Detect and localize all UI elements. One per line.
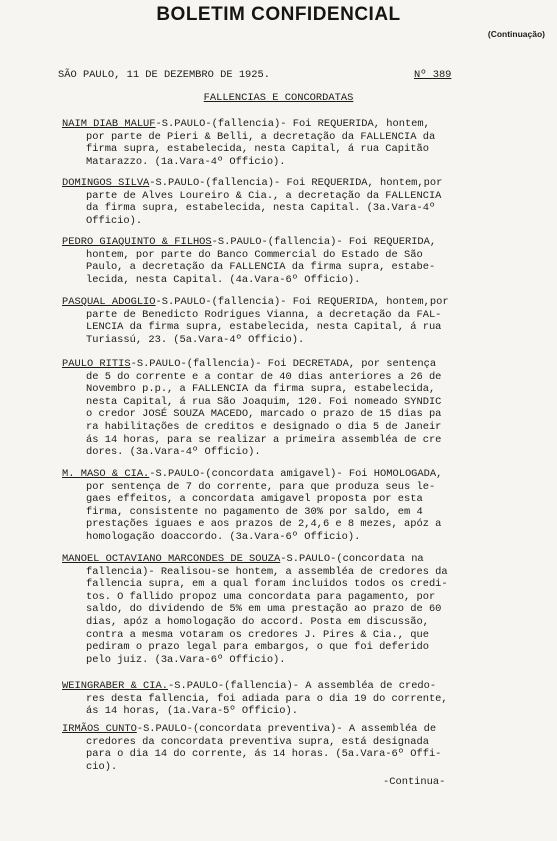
entry-name: NAIM DIAB MALUF: [62, 118, 156, 130]
entry-first-line: [62, 236, 436, 249]
entry-first-text: -S.PAULO-(fallencia)- Foi REQUERIDA, hontem,: [155, 118, 430, 130]
entry-line: dores. (3a.Vara-4º Officio).: [86, 446, 261, 459]
entry-name: IRMÃOS CUNTO: [62, 723, 137, 735]
entry-name: WEINGRABER & CIA.: [62, 680, 169, 692]
entry-line: ra habilitações de creditos e designado o dia 5 de Janeir: [86, 420, 442, 433]
bulletin-number: [414, 69, 451, 82]
entry-block: [62, 723, 441, 773]
entry-line: pelo juiz. (3a.Vara-6º Officio).: [86, 653, 286, 666]
entry-line: ás 14 horas, para se realizar a primeira assembléa de cre: [86, 433, 442, 446]
entry-line: o credor JOSÉ SOUZA MACEDO, marcado o prazo de 15 dias pa: [86, 408, 442, 421]
entry-name: DOMINGOS SILVA: [62, 177, 150, 189]
dateline: SÃO PAULO, 11 DE DEZEMBRO DE 1925.: [58, 69, 271, 81]
entry-block: [62, 118, 435, 168]
entry-line: dias, apóz a homologação do accord. Posta em discussão,: [86, 615, 429, 628]
entry-first-text: -S.PAULO-(concordata amigavel)- Foi HOMOLOGADA,: [149, 468, 443, 480]
entry-block: [62, 553, 448, 666]
continue-footer: -Continua-: [383, 776, 446, 788]
section-title: [0, 92, 557, 105]
entry-block: [62, 177, 442, 227]
entry-line: lecida, nesta Capital. (4a.Vara-6º Officio).: [86, 273, 361, 286]
entry-line: ás 14 horas, (1a.Vara-5º Officio).: [86, 705, 299, 718]
entry-line: saldo, do dividendo de 5% em uma prestação ao prazo de 60: [86, 603, 442, 616]
entry-block: [62, 358, 441, 459]
entry-line: firma, consistente no pagamento de 30% por saldo, em 4: [86, 505, 423, 518]
entry-line: cio).: [86, 760, 118, 773]
entry-first-line: [62, 177, 442, 190]
entry-line: Novembro p.p., a FALLENCIA da firma supra, estabelecida,: [86, 383, 436, 396]
entry-first-line: [62, 358, 441, 371]
entry-first-line: [62, 553, 448, 566]
entry-line: credores da concordata preventiva supra, está designada: [86, 735, 429, 748]
entry-first-text: -S.PAULO-(fallencia)- Foi DECRETADA, por sentença: [130, 358, 437, 370]
entry-line: gaes effeitos, a concordata amigavel proposta por esta: [86, 493, 423, 506]
entry-block: [62, 296, 449, 346]
entry-name: PEDRO GIAQUINTO & FILHOS: [62, 236, 212, 248]
entry-line: de 5 do corrente e a contar de 40 dias anteriores a 26 de: [86, 370, 442, 383]
entry-line: Matarazzo. (1a.Vara-4º Officio).: [86, 155, 286, 168]
entry-first-line: [62, 468, 442, 481]
entry-name: M. MASO & CIA.: [62, 468, 150, 480]
entry-first-text: -S.PAULO-(fallencia)- Foi REQUERIDA, hontem,por: [155, 296, 449, 308]
entry-first-line: [62, 296, 449, 309]
bulletin-number-text: Nº 389: [414, 69, 452, 81]
entry-line: Paulo, a decretação da FALLENCIA da firma supra, estabe-: [86, 261, 436, 274]
entry-line: firma supra, estabelecida, nesta Capital, á rua Capitão: [86, 143, 429, 156]
entry-name: PASQUAL ADOGLIO: [62, 296, 156, 308]
entry-first-text: -S.PAULO-(concordata na: [280, 553, 424, 565]
entry-line: fallencia)- Realisou-se hontem, a assembléa de credores da: [86, 565, 448, 578]
entry-name: MANOEL OCTAVIANO MARCONDES DE SOUZA: [62, 553, 281, 565]
entry-block: [62, 468, 442, 544]
entry-line: para o dia 14 do corrente, ás 14 horas. (5a.Vara-6º Offi-: [86, 748, 442, 761]
entry-first-text: -S.PAULO-(fallencia)- A assembléa de credo-: [168, 680, 437, 692]
entry-first-text: -S.PAULO-(concordata preventiva)- A assembléa de: [136, 723, 437, 735]
continuation-label: (Continuação): [487, 29, 545, 39]
entry-first-text: -S.PAULO-(fallencia)- Foi REQUERIDA, hontem,por: [149, 177, 443, 189]
entry-first-text: -S.PAULO-(fallencia)- Foi REQUERIDA,: [211, 236, 437, 248]
entry-line: contra a mesma votaram os credores J. Pires & Cia., que: [86, 628, 429, 641]
entry-first-line: [62, 680, 448, 693]
entry-line: homologação doaccordo. (3a.Vara-6º Officio).: [86, 530, 361, 543]
section-title-text: FALLENCIAS E CONCORDATAS: [203, 92, 354, 104]
entry-line: parte de Alves Loureiro & Cia., a decretação da FALLENCIA: [86, 189, 442, 202]
entry-line: prestações iguaes e aos prazos de 2,4,6 e 8 mezes, apóz a: [86, 518, 442, 531]
entry-line: fallencia supra, em a qual foram incluidos todos os credi-: [86, 578, 448, 591]
entry-line: por parte de Pieri & Belli, a decretação da FALLENCIA da: [86, 130, 436, 143]
entry-line: Turiassú, 23. (5a.Vara-4º Officio).: [86, 333, 305, 346]
entry-line: tos. O fallido propoz uma concordata para pagamento, por: [86, 590, 436, 603]
entry-line: nesta Capital, á rua São Joaquim, 120. Foi nomeado SYNDIC: [86, 395, 442, 408]
entry-first-line: [62, 118, 435, 131]
entry-line: pediram o prazo legal para embargos, o que foi deferido: [86, 641, 429, 654]
entry-block: [62, 680, 448, 718]
document-title: BOLETIM CONFIDENCIAL: [156, 4, 401, 25]
entry-name: PAULO RITIS: [62, 358, 131, 370]
entry-line: parte de Benedicto Rodrigues Vianna, a decretação da FAL-: [86, 308, 442, 321]
entry-block: [62, 236, 436, 286]
entry-line: da firma supra, estabelecida, nesta Capital. (3a.Vara-4º: [86, 202, 436, 215]
entry-line: res desta fallencia, foi adiada para o dia 19 do corrente,: [86, 692, 448, 705]
entry-line: por sentença de 7 do corrente, para que produza seus le-: [86, 480, 436, 493]
entry-line: hontem, por parte do Banco Commercial do Estado de São: [86, 248, 423, 261]
entry-line: Officio).: [86, 214, 143, 227]
entry-first-line: [62, 723, 441, 736]
entry-line: LENCIA da firma supra, estabelecida, nesta Capital, á rua: [86, 321, 442, 334]
